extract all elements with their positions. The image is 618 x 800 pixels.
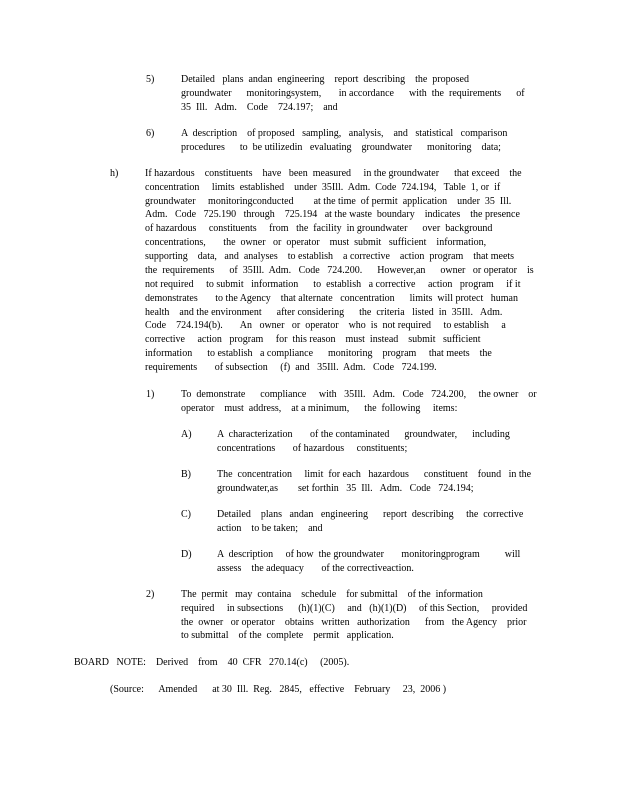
item-h1c-line-1: Detailed plans andan engineering report describing the corrective	[217, 509, 524, 520]
item-h2-line-3: the owner or operator obtains written authorization from the Agency prior	[181, 617, 527, 628]
item-h-line-1: If hazardous constituents have been measured in the groundwater that exceed the	[145, 168, 522, 179]
item-h1-line-2: operator must address, at a minimum, the following items:	[181, 403, 458, 414]
item-6-marker: 6)	[146, 128, 155, 139]
item-h2-line-1: The permit may containa schedule for submittal of the information	[181, 589, 483, 600]
item-5-line-1: Detailed plans andan engineering report describing the proposed	[181, 74, 469, 85]
item-h-line-7: supporting data, and analyses to establish a corrective action program that meets	[145, 251, 515, 262]
item-h1d-line-1: A description of how the groundwater monitoringprogram will	[217, 549, 521, 560]
item-h-line-11: health and the environment after considering the criteria listed in 35Ill. Adm.	[145, 307, 503, 318]
item-h1a-line-2: concentrations of hazardous constituents;	[217, 443, 408, 454]
item-h-line-5: of hazardous constituents from the facility in groundwater over background	[145, 223, 493, 234]
source-note: (Source: Amended at 30 Ill. Reg. 2845, effective February 23, 2006 )	[110, 684, 447, 695]
item-h-line-14: information to establish a compliance monitoring program that meets the	[145, 348, 492, 359]
item-h-marker: h)	[110, 168, 119, 179]
item-h2-line-4: to submittal of the complete permit application.	[181, 630, 394, 641]
item-6-line-2: procedures to be utilizedin evaluating groundwater monitoring data;	[181, 142, 501, 153]
item-h1d-line-2: assess the adequacy of the correctiveaction.	[217, 563, 414, 574]
item-5-line-3: 35 Ill. Adm. Code 724.197; and	[181, 102, 338, 113]
item-h-line-15: requirements of subsection (f) and 35Ill. Adm. Code 724.199.	[145, 362, 437, 373]
item-5-marker: 5)	[146, 74, 155, 85]
item-h2-line-2: required in subsections (h)(1)(C) and (h)(1)(D) of this Section, provided	[181, 603, 528, 614]
item-h-line-12: Code 724.194(b). An owner or operator who is not required to establish a	[145, 320, 506, 331]
item-h1a-marker: A)	[181, 429, 192, 440]
item-h-line-2: concentration limits established under 35Ill. Adm. Code 724.194, Table 1, or if	[145, 182, 501, 193]
item-h-line-9: not required to submit information to establish a corrective action program if it	[145, 279, 521, 290]
item-h1c-marker: C)	[181, 509, 191, 520]
item-5-line-2: groundwater monitoringsystem, in accordance with the requirements of	[181, 88, 525, 99]
item-h1b-line-2: groundwater,as set forthin 35 Ill. Adm. Code 724.194;	[217, 483, 474, 494]
item-h-line-10: demonstrates to the Agency that alternate concentration limits will protect human	[145, 293, 518, 304]
board-note: BOARD NOTE: Derived from 40 CFR 270.14(c) (2005).	[74, 657, 350, 668]
item-h1a-line-1: A characterization of the contaminated groundwater, including	[217, 429, 510, 440]
item-h-line-6: concentrations, the owner or operator must submit sufficient information,	[145, 237, 487, 248]
item-h-line-4: Adm. Code 725.190 through 725.194 at the waste boundary indicates the presence	[145, 209, 520, 220]
item-h-line-3: groundwater monitoringconducted at the time of permit application under 35 Ill.	[145, 196, 512, 207]
item-h1b-line-1: The concentration limit for each hazardous constituent found in the	[217, 469, 532, 480]
item-h1d-marker: D)	[181, 549, 192, 560]
item-h2-marker: 2)	[146, 589, 155, 600]
item-6-line-1: A description of proposed sampling, analysis, and statistical comparison	[181, 128, 508, 139]
item-h-line-13: corrective action program for this reason must instead submit sufficient	[145, 334, 481, 345]
item-h1b-marker: B)	[181, 469, 191, 480]
item-h-line-8: the requirements of 35Ill. Adm. Code 724.200. However,an owner or operator is	[145, 265, 534, 276]
item-h1-line-1: To demonstrate compliance with 35Ill. Adm. Code 724.200, the owner or	[181, 389, 537, 400]
item-h1-marker: 1)	[146, 389, 155, 400]
item-h1c-line-2: action to be taken; and	[217, 523, 323, 534]
